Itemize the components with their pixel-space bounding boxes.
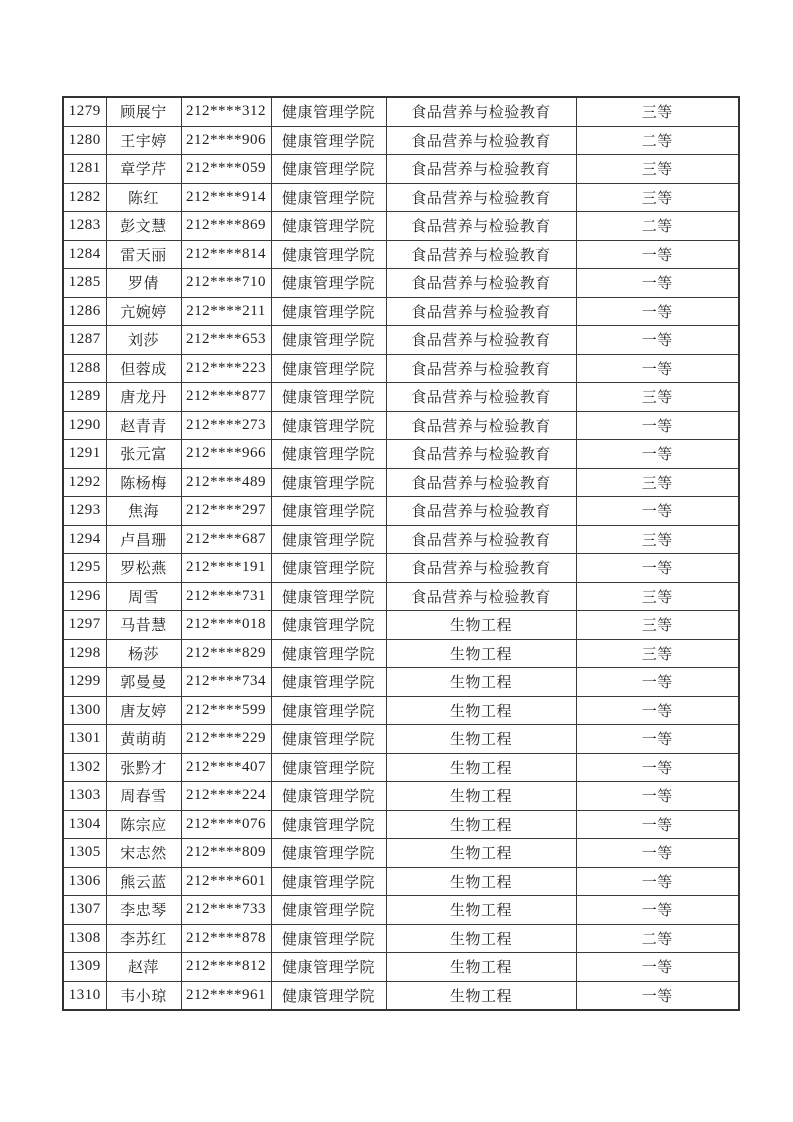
cell-name: 韦小琼 <box>106 981 181 1010</box>
cell-name: 杨莎 <box>106 639 181 668</box>
cell-student-id: 212****223 <box>181 354 271 383</box>
cell-major: 食品营养与检验教育 <box>386 240 576 269</box>
cell-index: 1303 <box>63 782 106 811</box>
cell-student-id: 212****601 <box>181 867 271 896</box>
cell-name: 卢昌珊 <box>106 525 181 554</box>
table-row <box>63 611 739 640</box>
cell-index: 1285 <box>63 269 106 298</box>
cell-name: 罗倩 <box>106 269 181 298</box>
cell-award-level: 一等 <box>576 326 739 355</box>
cell-name: 王宇婷 <box>106 126 181 155</box>
table-row <box>63 468 739 497</box>
cell-major: 生物工程 <box>386 725 576 754</box>
cell-award-level: 一等 <box>576 497 739 526</box>
cell-name: 焦海 <box>106 497 181 526</box>
cell-college: 健康管理学院 <box>271 383 386 412</box>
cell-name: 亢婉婷 <box>106 297 181 326</box>
cell-college: 健康管理学院 <box>271 696 386 725</box>
cell-college: 健康管理学院 <box>271 126 386 155</box>
cell-name: 唐友婷 <box>106 696 181 725</box>
cell-college: 健康管理学院 <box>271 183 386 212</box>
cell-college: 健康管理学院 <box>271 582 386 611</box>
cell-major: 食品营养与检验教育 <box>386 411 576 440</box>
table-row <box>63 953 739 982</box>
cell-student-id: 212****312 <box>181 97 271 126</box>
cell-name: 彭文慧 <box>106 212 181 241</box>
cell-major: 生物工程 <box>386 668 576 697</box>
cell-name: 顾展宁 <box>106 97 181 126</box>
cell-college: 健康管理学院 <box>271 639 386 668</box>
table-row <box>63 896 739 925</box>
cell-award-level: 三等 <box>576 383 739 412</box>
table-row <box>63 383 739 412</box>
cell-award-level: 三等 <box>576 639 739 668</box>
cell-student-id: 212****489 <box>181 468 271 497</box>
cell-award-level: 三等 <box>576 155 739 184</box>
cell-index: 1308 <box>63 924 106 953</box>
cell-name: 陈宗应 <box>106 810 181 839</box>
cell-college: 健康管理学院 <box>271 782 386 811</box>
cell-index: 1290 <box>63 411 106 440</box>
cell-index: 1281 <box>63 155 106 184</box>
cell-major: 食品营养与检验教育 <box>386 97 576 126</box>
cell-name: 张元富 <box>106 440 181 469</box>
cell-award-level: 二等 <box>576 126 739 155</box>
cell-name: 刘莎 <box>106 326 181 355</box>
cell-index: 1304 <box>63 810 106 839</box>
table-row <box>63 924 739 953</box>
cell-index: 1294 <box>63 525 106 554</box>
table-row <box>63 782 739 811</box>
cell-student-id: 212****076 <box>181 810 271 839</box>
cell-student-id: 212****812 <box>181 953 271 982</box>
cell-index: 1301 <box>63 725 106 754</box>
cell-college: 健康管理学院 <box>271 97 386 126</box>
cell-award-level: 三等 <box>576 183 739 212</box>
table-row <box>63 753 739 782</box>
cell-index: 1310 <box>63 981 106 1010</box>
table-row <box>63 183 739 212</box>
cell-student-id: 212****731 <box>181 582 271 611</box>
cell-index: 1302 <box>63 753 106 782</box>
cell-index: 1289 <box>63 383 106 412</box>
cell-name: 郭曼曼 <box>106 668 181 697</box>
cell-student-id: 212****869 <box>181 212 271 241</box>
award-table <box>62 96 740 1011</box>
cell-college: 健康管理学院 <box>271 525 386 554</box>
cell-name: 宋志然 <box>106 839 181 868</box>
cell-name: 李苏红 <box>106 924 181 953</box>
table-row <box>63 269 739 298</box>
cell-name: 但蓉成 <box>106 354 181 383</box>
cell-award-level: 一等 <box>576 753 739 782</box>
cell-award-level: 三等 <box>576 525 739 554</box>
table-row <box>63 981 739 1010</box>
cell-name: 雷天丽 <box>106 240 181 269</box>
cell-award-level: 一等 <box>576 896 739 925</box>
cell-student-id: 212****809 <box>181 839 271 868</box>
cell-award-level: 一等 <box>576 354 739 383</box>
cell-major: 食品营养与检验教育 <box>386 525 576 554</box>
cell-award-level: 一等 <box>576 411 739 440</box>
cell-major: 生物工程 <box>386 981 576 1010</box>
cell-student-id: 212****273 <box>181 411 271 440</box>
cell-student-id: 212****229 <box>181 725 271 754</box>
cell-index: 1292 <box>63 468 106 497</box>
cell-college: 健康管理学院 <box>271 924 386 953</box>
cell-major: 食品营养与检验教育 <box>386 126 576 155</box>
cell-index: 1295 <box>63 554 106 583</box>
cell-student-id: 212****906 <box>181 126 271 155</box>
cell-student-id: 212****407 <box>181 753 271 782</box>
cell-student-id: 212****211 <box>181 297 271 326</box>
cell-student-id: 212****191 <box>181 554 271 583</box>
cell-award-level: 一等 <box>576 554 739 583</box>
table-row <box>63 668 739 697</box>
cell-award-level: 二等 <box>576 924 739 953</box>
cell-index: 1287 <box>63 326 106 355</box>
table-row <box>63 326 739 355</box>
cell-college: 健康管理学院 <box>271 297 386 326</box>
cell-index: 1307 <box>63 896 106 925</box>
cell-name: 唐龙丹 <box>106 383 181 412</box>
table-row <box>63 554 739 583</box>
table-row <box>63 525 739 554</box>
table-row <box>63 839 739 868</box>
table-row <box>63 582 739 611</box>
cell-award-level: 一等 <box>576 297 739 326</box>
table-row <box>63 725 739 754</box>
cell-college: 健康管理学院 <box>271 611 386 640</box>
cell-major: 生物工程 <box>386 810 576 839</box>
table-row <box>63 240 739 269</box>
cell-major: 食品营养与检验教育 <box>386 155 576 184</box>
cell-award-level: 一等 <box>576 440 739 469</box>
cell-college: 健康管理学院 <box>271 497 386 526</box>
cell-award-level: 一等 <box>576 953 739 982</box>
cell-college: 健康管理学院 <box>271 440 386 469</box>
cell-student-id: 212****653 <box>181 326 271 355</box>
cell-student-id: 212****814 <box>181 240 271 269</box>
cell-college: 健康管理学院 <box>271 867 386 896</box>
cell-major: 生物工程 <box>386 611 576 640</box>
cell-college: 健康管理学院 <box>271 240 386 269</box>
cell-award-level: 二等 <box>576 212 739 241</box>
cell-college: 健康管理学院 <box>271 810 386 839</box>
cell-index: 1300 <box>63 696 106 725</box>
cell-major: 生物工程 <box>386 839 576 868</box>
cell-major: 食品营养与检验教育 <box>386 440 576 469</box>
cell-college: 健康管理学院 <box>271 155 386 184</box>
cell-college: 健康管理学院 <box>271 411 386 440</box>
cell-index: 1305 <box>63 839 106 868</box>
cell-college: 健康管理学院 <box>271 896 386 925</box>
cell-major: 食品营养与检验教育 <box>386 582 576 611</box>
cell-name: 张黔才 <box>106 753 181 782</box>
cell-name: 赵青青 <box>106 411 181 440</box>
cell-college: 健康管理学院 <box>271 326 386 355</box>
cell-award-level: 一等 <box>576 725 739 754</box>
cell-index: 1286 <box>63 297 106 326</box>
cell-name: 熊云蓝 <box>106 867 181 896</box>
table-row <box>63 497 739 526</box>
cell-major: 食品营养与检验教育 <box>386 468 576 497</box>
cell-student-id: 212****877 <box>181 383 271 412</box>
cell-major: 食品营养与检验教育 <box>386 354 576 383</box>
cell-major: 食品营养与检验教育 <box>386 554 576 583</box>
table-row <box>63 354 739 383</box>
cell-award-level: 三等 <box>576 611 739 640</box>
cell-student-id: 212****224 <box>181 782 271 811</box>
cell-student-id: 212****297 <box>181 497 271 526</box>
cell-award-level: 一等 <box>576 981 739 1010</box>
cell-college: 健康管理学院 <box>271 212 386 241</box>
cell-college: 健康管理学院 <box>271 269 386 298</box>
cell-award-level: 一等 <box>576 810 739 839</box>
cell-major: 食品营养与检验教育 <box>386 269 576 298</box>
cell-major: 食品营养与检验教育 <box>386 497 576 526</box>
cell-major: 生物工程 <box>386 867 576 896</box>
cell-award-level: 一等 <box>576 240 739 269</box>
cell-major: 食品营养与检验教育 <box>386 297 576 326</box>
cell-major: 生物工程 <box>386 639 576 668</box>
cell-index: 1288 <box>63 354 106 383</box>
cell-name: 罗松燕 <box>106 554 181 583</box>
cell-major: 生物工程 <box>386 896 576 925</box>
cell-award-level: 三等 <box>576 97 739 126</box>
award-table-body <box>63 97 739 1010</box>
cell-name: 陈红 <box>106 183 181 212</box>
cell-award-level: 一等 <box>576 696 739 725</box>
cell-award-level: 一等 <box>576 668 739 697</box>
cell-student-id: 212****961 <box>181 981 271 1010</box>
cell-index: 1299 <box>63 668 106 697</box>
cell-index: 1309 <box>63 953 106 982</box>
cell-major: 食品营养与检验教育 <box>386 326 576 355</box>
table-row <box>63 696 739 725</box>
cell-name: 陈杨梅 <box>106 468 181 497</box>
cell-award-level: 三等 <box>576 468 739 497</box>
cell-index: 1291 <box>63 440 106 469</box>
table-row <box>63 212 739 241</box>
cell-college: 健康管理学院 <box>271 354 386 383</box>
cell-college: 健康管理学院 <box>271 839 386 868</box>
table-row <box>63 97 739 126</box>
cell-name: 黄萌萌 <box>106 725 181 754</box>
table-row <box>63 639 739 668</box>
cell-college: 健康管理学院 <box>271 554 386 583</box>
cell-index: 1297 <box>63 611 106 640</box>
cell-index: 1283 <box>63 212 106 241</box>
cell-index: 1306 <box>63 867 106 896</box>
cell-student-id: 212****710 <box>181 269 271 298</box>
cell-student-id: 212****733 <box>181 896 271 925</box>
table-row <box>63 810 739 839</box>
cell-major: 生物工程 <box>386 753 576 782</box>
cell-award-level: 三等 <box>576 582 739 611</box>
cell-student-id: 212****734 <box>181 668 271 697</box>
cell-major: 生物工程 <box>386 782 576 811</box>
cell-student-id: 212****059 <box>181 155 271 184</box>
cell-major: 食品营养与检验教育 <box>386 212 576 241</box>
cell-index: 1282 <box>63 183 106 212</box>
cell-name: 马昔慧 <box>106 611 181 640</box>
cell-name: 周春雪 <box>106 782 181 811</box>
cell-award-level: 一等 <box>576 839 739 868</box>
cell-college: 健康管理学院 <box>271 668 386 697</box>
table-row <box>63 411 739 440</box>
cell-award-level: 一等 <box>576 269 739 298</box>
cell-college: 健康管理学院 <box>271 725 386 754</box>
table-row <box>63 440 739 469</box>
cell-name: 赵萍 <box>106 953 181 982</box>
cell-student-id: 212****018 <box>181 611 271 640</box>
cell-major: 生物工程 <box>386 953 576 982</box>
cell-index: 1284 <box>63 240 106 269</box>
cell-index: 1280 <box>63 126 106 155</box>
cell-name: 李忠琴 <box>106 896 181 925</box>
cell-index: 1279 <box>63 97 106 126</box>
cell-student-id: 212****878 <box>181 924 271 953</box>
cell-student-id: 212****966 <box>181 440 271 469</box>
cell-major: 食品营养与检验教育 <box>386 383 576 412</box>
cell-college: 健康管理学院 <box>271 753 386 782</box>
cell-student-id: 212****687 <box>181 525 271 554</box>
cell-major: 生物工程 <box>386 696 576 725</box>
cell-major: 食品营养与检验教育 <box>386 183 576 212</box>
table-row <box>63 155 739 184</box>
table-row <box>63 126 739 155</box>
cell-name: 周雪 <box>106 582 181 611</box>
cell-index: 1293 <box>63 497 106 526</box>
table-row <box>63 297 739 326</box>
cell-award-level: 一等 <box>576 867 739 896</box>
cell-award-level: 一等 <box>576 782 739 811</box>
cell-student-id: 212****914 <box>181 183 271 212</box>
cell-major: 生物工程 <box>386 924 576 953</box>
cell-college: 健康管理学院 <box>271 953 386 982</box>
cell-student-id: 212****599 <box>181 696 271 725</box>
cell-college: 健康管理学院 <box>271 981 386 1010</box>
cell-index: 1296 <box>63 582 106 611</box>
cell-index: 1298 <box>63 639 106 668</box>
cell-college: 健康管理学院 <box>271 468 386 497</box>
table-row <box>63 867 739 896</box>
cell-student-id: 212****829 <box>181 639 271 668</box>
cell-name: 章学芹 <box>106 155 181 184</box>
